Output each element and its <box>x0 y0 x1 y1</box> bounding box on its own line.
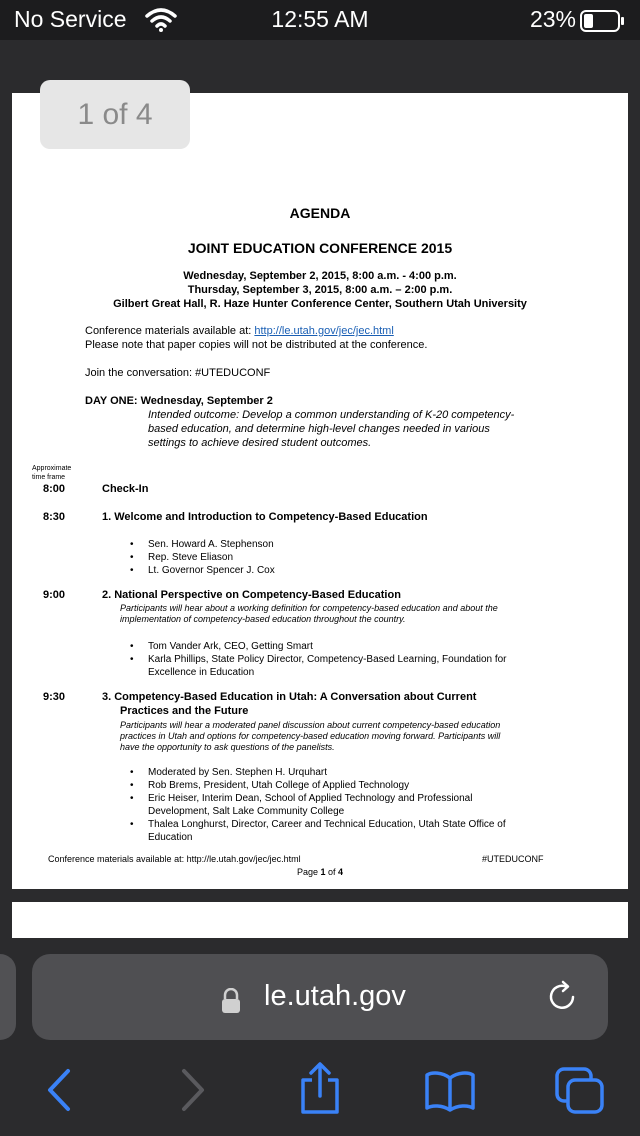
address-bar[interactable] <box>32 954 608 1040</box>
speaker-item: • Sen. Howard A. Stephenson <box>130 538 275 551</box>
page-prefix: Page <box>296 867 321 877</box>
agenda-item-title: 1. Welcome and Introduction to Competency-Based Education <box>102 511 428 523</box>
doc-location: Gilbert Great Hall, R. Haze Hunter Conference Center, Southern Utah University <box>113 298 527 310</box>
doc-footer-right: #UTEDUCONF <box>482 854 544 864</box>
agenda-time: 9:30 <box>43 691 66 703</box>
url-text[interactable] <box>32 980 608 1013</box>
browser-toolbar <box>0 938 640 1136</box>
doc-day-one: DAY ONE: Wednesday, September 2 <box>85 395 273 407</box>
previous-tab-preview[interactable] <box>0 954 16 1040</box>
doc-materials-line <box>85 325 394 337</box>
speaker-item: • Thalea Longhurst, Director, Career and Technical Education, Utah State Office of <box>130 818 506 831</box>
tabs-icon[interactable] <box>554 1066 606 1121</box>
back-icon[interactable] <box>44 1068 74 1117</box>
doc-date-line2: Thursday, September 3, 2015, 8:00 a.m. – 2:00 p.m. <box>187 284 453 296</box>
agenda-item-title-2: Practices and the Future <box>120 705 249 717</box>
share-icon[interactable] <box>298 1062 342 1121</box>
materials-link[interactable]: http://le.utah.gov/jec/jec.html <box>254 325 394 337</box>
page-of: of <box>325 867 339 877</box>
speaker-item: • Rep. Steve Eliason <box>130 551 275 564</box>
battery-icon <box>580 9 626 38</box>
agenda-time: 9:00 <box>43 589 66 601</box>
timeframe-label-line1: Approximate <box>32 465 72 472</box>
status-bar <box>0 0 640 40</box>
doc-outcome-3: settings to achieve desired student outcomes. <box>148 437 372 449</box>
carrier-label: No Service <box>14 6 127 32</box>
doc-heading: AGENDA <box>289 205 351 221</box>
agenda-item-desc-1: Participants will hear about a working definition for competency-based education and about the <box>120 603 498 613</box>
doc-outcome-1: Intended outcome: Develop a common understanding of K-20 competency- <box>148 409 515 421</box>
agenda-item-desc-2: practices in Utah and options for competency-based education moving forward. Participants will <box>120 731 501 741</box>
timeframe-label <box>32 464 71 482</box>
agenda-item-desc-2: implementation of competency-based education throughout the country. <box>120 614 406 624</box>
speaker-item: • Lt. Governor Spencer J. Cox <box>130 564 275 577</box>
doc-conversation: Join the conversation: #UTEDUCONF <box>85 367 271 379</box>
agenda-time: 8:00 <box>43 483 66 495</box>
speaker-item-continued: Education <box>148 832 193 843</box>
doc-page-number <box>12 867 628 877</box>
page-counter: 1 of 4 <box>40 80 190 149</box>
doc-title: JOINT EDUCATION CONFERENCE 2015 <box>187 240 453 256</box>
doc-footer-left: Conference materials available at: http://le.utah.gov/jec/jec.html <box>48 854 301 864</box>
agenda-item-desc-1: Participants will hear a moderated panel discussion about current competency-based education <box>120 720 501 730</box>
speaker-item-continued: Excellence in Education <box>148 667 255 678</box>
doc-paper-note: Please note that paper copies will not be distributed at the conference. <box>85 339 428 351</box>
page-num: 1 <box>320 867 326 877</box>
speaker-list <box>130 538 275 577</box>
agenda-item-title: 2. National Perspective on Competency-Based Education <box>102 589 401 601</box>
reload-icon[interactable] <box>546 980 580 1019</box>
doc-outcome-2: based education, and determine high-level changes needed in various <box>148 423 490 435</box>
speaker-item: • Tom Vander Ark, CEO, Getting Smart <box>130 640 507 653</box>
speaker-item: • Eric Heiser, Interim Dean, School of Applied Technology and Professional <box>130 792 506 805</box>
agenda-item-title: Check-In <box>102 483 149 495</box>
materials-prefix: Conference materials available at: <box>85 325 255 337</box>
clock: 12:55 AM <box>271 6 369 32</box>
agenda-time: 8:30 <box>43 511 66 523</box>
timeframe-label-line2: time frame <box>32 474 66 481</box>
agenda-item-title-1: 3. Competency-Based Education in Utah: A Conversation about Current <box>102 691 477 703</box>
forward-icon[interactable] <box>178 1068 208 1117</box>
speaker-item: • Moderated by Sen. Stephen H. Urquhart <box>130 766 506 779</box>
speaker-list <box>130 766 506 844</box>
speaker-item: • Karla Phillips, State Policy Director, Competency-Based Learning, Foundation for <box>130 653 507 666</box>
page-total: 4 <box>338 867 344 877</box>
pdf-page-1 <box>12 93 628 889</box>
battery-percentage: 23% <box>529 6 576 32</box>
speaker-item-continued: Development, Salt Lake Community College <box>148 806 345 817</box>
pdf-page-2 <box>12 902 628 938</box>
doc-date-line1: Wednesday, September 2, 2015, 8:00 a.m. - 4:00 p.m. <box>183 270 457 282</box>
pdf-viewer[interactable] <box>0 40 640 938</box>
speaker-list <box>130 640 507 679</box>
speaker-item: • Rob Brems, President, Utah College of Applied Technology <box>130 779 506 792</box>
url-domain: le.utah.gov <box>264 980 406 1012</box>
bookmarks-icon[interactable] <box>424 1070 476 1117</box>
agenda-item-desc-3: have the opportunity to ask questions of the panelists. <box>120 742 335 752</box>
